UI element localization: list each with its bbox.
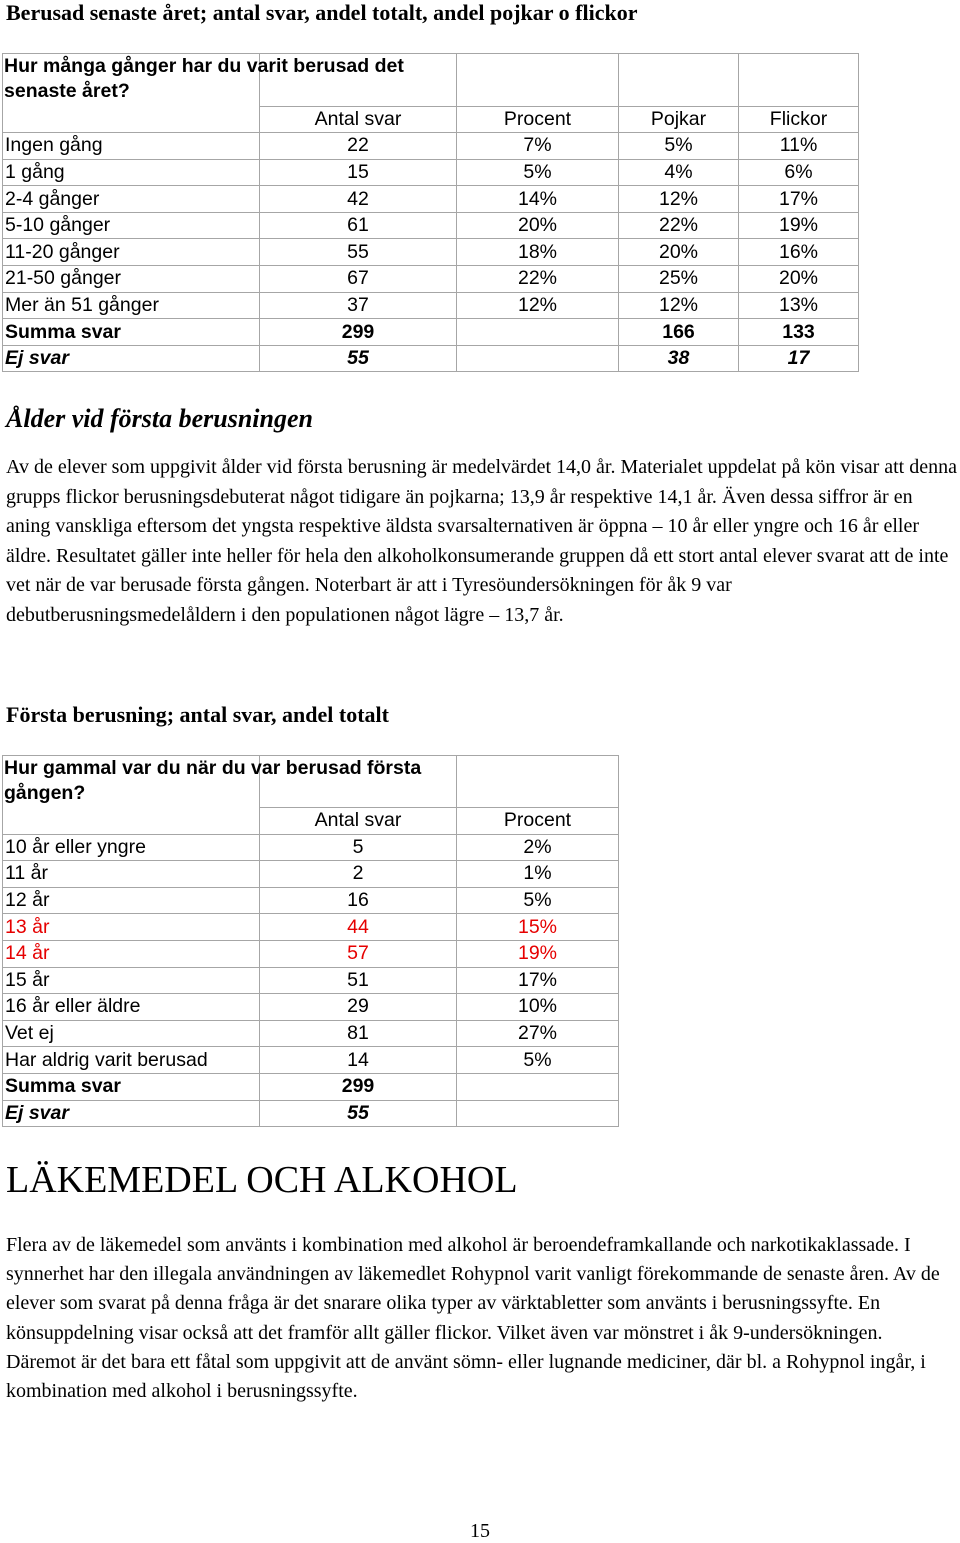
value-cell: 37: [260, 292, 457, 319]
header-cell: Flickor: [739, 106, 859, 133]
value-cell: 38: [619, 345, 739, 372]
table-header-row: [3, 808, 619, 835]
value-cell: 55: [260, 345, 457, 372]
row-label-cell: Ingen gång: [3, 133, 260, 160]
row-label-cell: 2-4 gånger: [3, 186, 260, 213]
value-cell: 17%: [457, 967, 619, 994]
value-cell: 22: [260, 133, 457, 160]
value-cell: 2%: [457, 834, 619, 861]
table-row: [3, 133, 859, 160]
section-paragraph: Av de elever som uppgivit ålder vid första berusning är medelvärdet 14,0 år. Materialet uppdelat på kön visar att denna grupps flickor berusningsdebuterat något tidigare än pojkarna; 13,9 år respektive 14,1 år. Även dessa siffror är en aning vanskliga eftersom det yngsta respektive äldsta svarsalternativen är öppna – 10 år eller yngre och 16 år eller äldre. Resultatet gäller inte heller för hela den alkoholkonsumerande gruppen då ett stort antal elever svarat att de inte vet när de var berusade första gången. Noterbart är att i Tyresöundersökningen för åk 9 var debutberusningsmedelåldern i den populationen något lägre – 13,7 år.: [6, 456, 957, 626]
value-cell: 5%: [619, 133, 739, 160]
value-cell: 81: [260, 1020, 457, 1047]
value-cell: 17: [739, 345, 859, 372]
table-row: [3, 239, 859, 266]
value-cell: 55: [260, 1100, 457, 1127]
row-label-cell: 12 år: [3, 887, 260, 914]
table-row: [3, 861, 619, 888]
value-cell: 12%: [619, 292, 739, 319]
value-cell: 25%: [619, 266, 739, 293]
table-row: [3, 887, 619, 914]
value-cell: 16: [260, 887, 457, 914]
value-cell: 29: [260, 994, 457, 1021]
row-label-cell: Summa svar: [3, 1073, 260, 1100]
table-row: [3, 186, 859, 213]
table-row: [3, 967, 619, 994]
row-label-cell: 10 år eller yngre: [3, 834, 260, 861]
table-row: [3, 940, 619, 967]
value-cell: 22%: [457, 266, 619, 293]
row-label-cell: 1 gång: [3, 159, 260, 186]
table-row: [3, 292, 859, 319]
value-cell: 19%: [457, 940, 619, 967]
value-cell: 19%: [739, 212, 859, 239]
table-row: [3, 1047, 619, 1074]
value-cell: [457, 345, 619, 372]
value-cell: 55: [260, 239, 457, 266]
section-heading: Ålder vid första berusningen: [6, 404, 313, 433]
value-cell: 12%: [457, 292, 619, 319]
table1-question: Hur många gånger har du varit berusad det senaste året?: [4, 55, 404, 102]
value-cell: 20%: [619, 239, 739, 266]
header-cell: Antal svar: [260, 106, 457, 133]
first-drunk-age-table: [2, 755, 619, 1127]
row-label-cell: Har aldrig varit berusad: [3, 1047, 260, 1074]
table-row: [3, 914, 619, 941]
value-cell: 6%: [739, 159, 859, 186]
table1-title: Berusad senaste året; antal svar, andel totalt, andel pojkar o flickor: [6, 0, 638, 25]
table-row: [3, 1020, 619, 1047]
row-label-cell: 13 år: [3, 914, 260, 941]
value-cell: 20%: [457, 212, 619, 239]
value-cell: 17%: [739, 186, 859, 213]
table-row: [3, 1073, 619, 1100]
row-label-cell: 11-20 gånger: [3, 239, 260, 266]
table-row: [3, 319, 859, 346]
value-cell: 5%: [457, 887, 619, 914]
row-label-cell: Ej svar: [3, 1100, 260, 1127]
row-label-cell: Mer än 51 gånger: [3, 292, 260, 319]
header-cell: Antal svar: [260, 808, 457, 835]
table-row: [3, 994, 619, 1021]
table-row: [3, 834, 619, 861]
value-cell: 7%: [457, 133, 619, 160]
value-cell: 12%: [619, 186, 739, 213]
table-row: [3, 266, 859, 293]
value-cell: 1%: [457, 861, 619, 888]
row-label-cell: 15 år: [3, 967, 260, 994]
value-cell: 10%: [457, 994, 619, 1021]
header-cell: Procent: [457, 106, 619, 133]
table-row: [3, 345, 859, 372]
value-cell: 67: [260, 266, 457, 293]
value-cell: 51: [260, 967, 457, 994]
value-cell: 133: [739, 319, 859, 346]
value-cell: 166: [619, 319, 739, 346]
table-row: [3, 212, 859, 239]
value-cell: [457, 319, 619, 346]
value-cell: 20%: [739, 266, 859, 293]
value-cell: [457, 1100, 619, 1127]
row-label-cell: Vet ej: [3, 1020, 260, 1047]
table-row: [3, 1100, 619, 1127]
value-cell: 2: [260, 861, 457, 888]
value-cell: 42: [260, 186, 457, 213]
page-number: 15: [470, 1520, 490, 1542]
value-cell: 5%: [457, 1047, 619, 1074]
header-cell: Pojkar: [619, 106, 739, 133]
table-header-row: [3, 106, 859, 133]
value-cell: 44: [260, 914, 457, 941]
table2-question: Hur gammal var du när du var berusad första gången?: [4, 757, 422, 804]
value-cell: 14: [260, 1047, 457, 1074]
row-label-cell: 16 år eller äldre: [3, 994, 260, 1021]
row-label-cell: 14 år: [3, 940, 260, 967]
header-cell: Procent: [457, 808, 619, 835]
value-cell: 27%: [457, 1020, 619, 1047]
row-label-cell: Ej svar: [3, 345, 260, 372]
row-label-cell: 5-10 gånger: [3, 212, 260, 239]
value-cell: 15: [260, 159, 457, 186]
value-cell: 299: [260, 319, 457, 346]
value-cell: 57: [260, 940, 457, 967]
value-cell: 13%: [739, 292, 859, 319]
value-cell: 18%: [457, 239, 619, 266]
chapter-paragraph: Flera av de läkemedel som använts i kombination med alkohol är beroendeframkallande och narkotikaklassade. I synnerhet har den illegala användningen av läkemedlet Rohypnol varit vanligt förekommande de senaste åren. Av de elever som svarat på denna fråga är det snarare olika typer av värktabletter som använts i berusningssyfte. En könsuppdelning visar också att det framför allt gäller flickor. Vilket även var mönstret i åk 9-undersökningen. Däremot är det bara ett fåtal som uppgivit att de använt sömn- eller lugnande mediciner, där bl. a Rohypnol ingår, i kombination med alkohol i berusningssyfte.: [6, 1234, 940, 1403]
chapter-heading: LÄKEMEDEL OCH ALKOHOL: [6, 1159, 518, 1201]
value-cell: 5%: [457, 159, 619, 186]
value-cell: 22%: [619, 212, 739, 239]
table-row: [3, 159, 859, 186]
value-cell: 16%: [739, 239, 859, 266]
value-cell: 15%: [457, 914, 619, 941]
value-cell: 11%: [739, 133, 859, 160]
value-cell: 61: [260, 212, 457, 239]
value-cell: [457, 1073, 619, 1100]
value-cell: 299: [260, 1073, 457, 1100]
table2-title: Första berusning; antal svar, andel totalt: [6, 702, 389, 727]
row-label-cell: Summa svar: [3, 319, 260, 346]
row-label-cell: 21-50 gånger: [3, 266, 260, 293]
value-cell: 14%: [457, 186, 619, 213]
value-cell: 4%: [619, 159, 739, 186]
value-cell: 5: [260, 834, 457, 861]
row-label-cell: 11 år: [3, 861, 260, 888]
